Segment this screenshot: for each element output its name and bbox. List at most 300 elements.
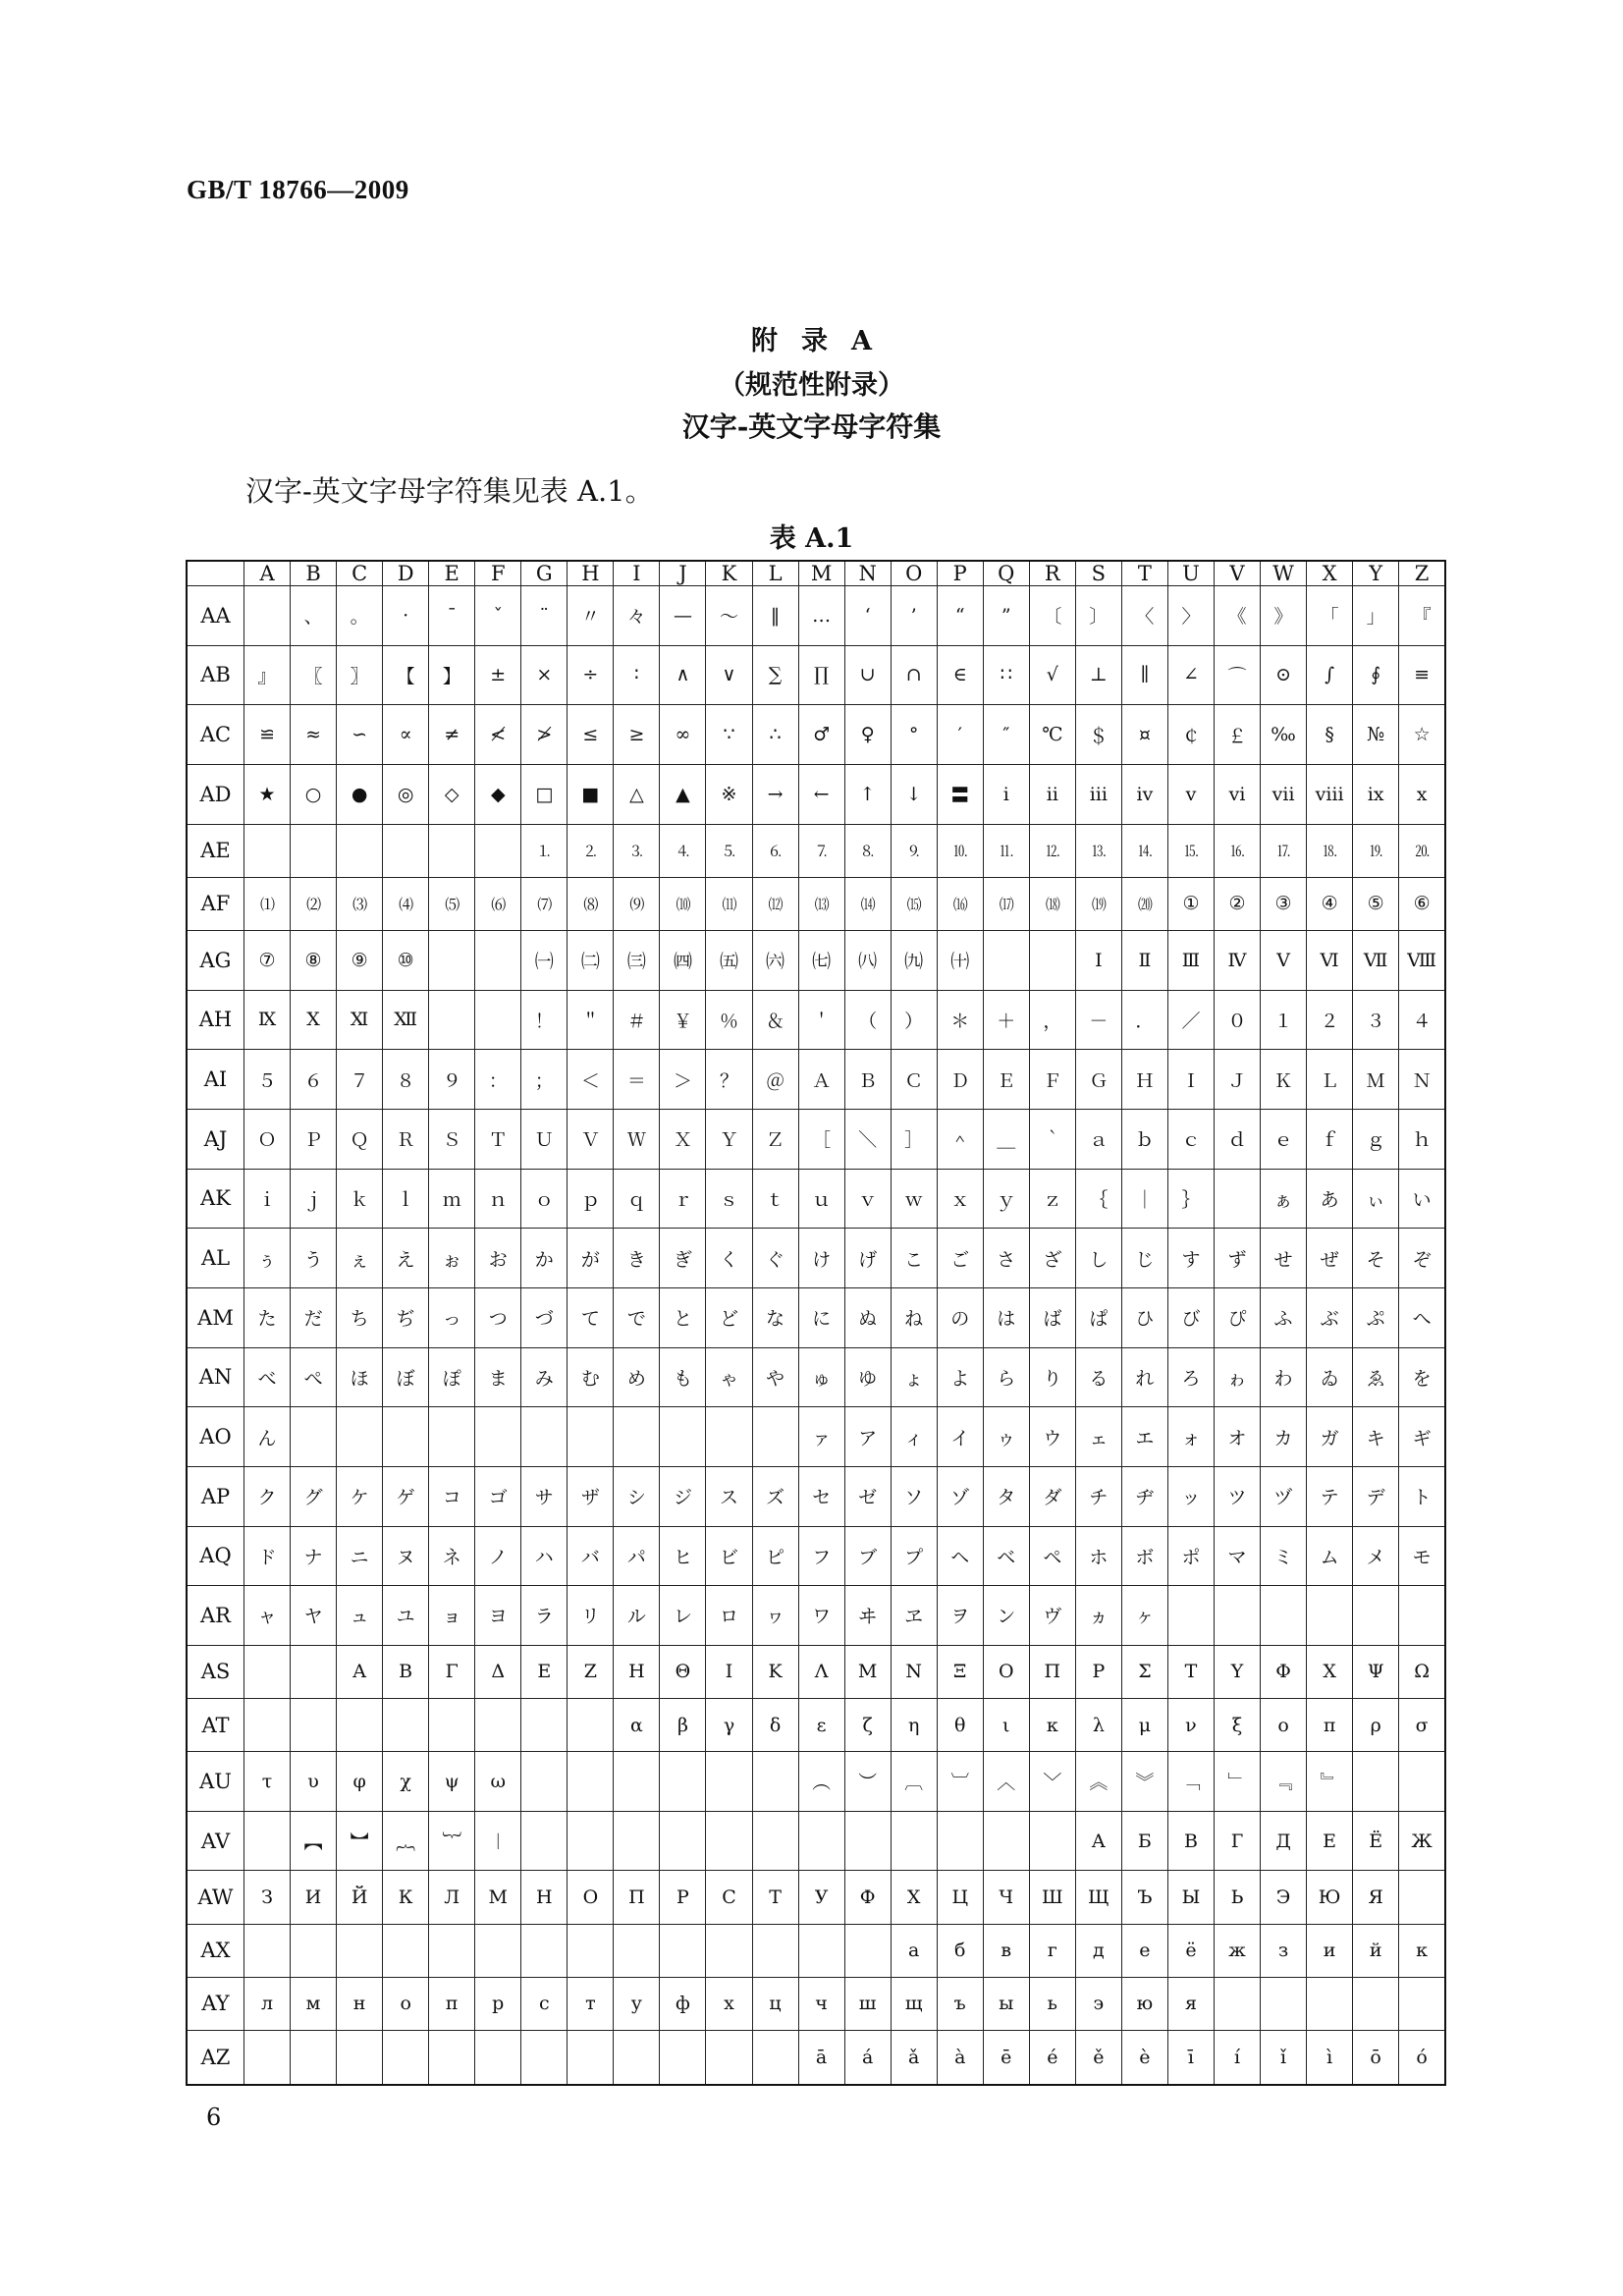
char-cell: ゐ — [1307, 1347, 1353, 1407]
row-header: AX — [187, 1924, 244, 1977]
char-cell — [244, 1645, 291, 1698]
char-cell: ∑ — [752, 645, 798, 705]
char-cell: Α — [337, 1645, 383, 1698]
char-cell: ヲ — [937, 1586, 983, 1646]
column-header: B — [291, 561, 337, 586]
char-cell: ￡ — [1214, 705, 1260, 765]
char-cell: Ⅳ — [1214, 930, 1260, 990]
char-cell: フ — [798, 1526, 844, 1586]
char-cell: 々 — [614, 586, 660, 646]
char-cell: ≯ — [521, 705, 568, 765]
char-cell — [614, 1811, 660, 1871]
char-cell: х — [706, 1977, 752, 2030]
char-cell — [429, 1924, 475, 1977]
char-cell: ｇ — [1353, 1109, 1399, 1169]
char-cell: ⑵ — [291, 877, 337, 930]
table-row — [187, 990, 1445, 1050]
char-cell: т — [568, 1977, 614, 2030]
char-cell: Λ — [798, 1645, 844, 1698]
char-cell: ５ — [244, 1050, 291, 1110]
column-header: R — [1029, 561, 1075, 586]
char-cell — [614, 2030, 660, 2085]
char-cell: チ — [1075, 1466, 1121, 1526]
char-cell: ¨ — [521, 586, 568, 646]
table-caption: 表 A.1 — [769, 523, 854, 554]
table-row — [187, 1287, 1445, 1347]
char-cell: ∷ — [983, 645, 1029, 705]
char-cell: オ — [1214, 1407, 1260, 1467]
char-cell: ｏ — [521, 1169, 568, 1229]
char-cell: ē — [983, 2030, 1029, 2085]
char-cell: ． — [1121, 990, 1167, 1050]
char-cell: Ζ — [568, 1645, 614, 1698]
table-row — [187, 1977, 1445, 2030]
char-cell: ◇ — [429, 764, 475, 824]
column-header: Q — [983, 561, 1029, 586]
char-cell: Β — [383, 1645, 429, 1698]
char-cell — [1399, 1752, 1445, 1812]
char-cell: ︺ — [937, 1752, 983, 1812]
char-cell: ㈩ — [937, 930, 983, 990]
char-cell — [752, 1407, 798, 1467]
char-cell — [429, 824, 475, 877]
char-cell: Ξ — [937, 1645, 983, 1698]
char-cell: エ — [1121, 1407, 1167, 1467]
char-cell: ＿ — [983, 1109, 1029, 1169]
char-cell — [1307, 1977, 1353, 2030]
char-cell: 」 — [1353, 586, 1399, 646]
char-cell: ＃ — [614, 990, 660, 1050]
table-row — [187, 1698, 1445, 1751]
column-header: Y — [1353, 561, 1399, 586]
char-cell: ビ — [706, 1526, 752, 1586]
char-cell: Ш — [1029, 1871, 1075, 1924]
char-cell: ★ — [244, 764, 291, 824]
char-cell: è — [1121, 2030, 1167, 2085]
char-cell: ⒎ — [798, 824, 844, 877]
char-cell: é — [1029, 2030, 1075, 2085]
char-cell — [475, 1698, 521, 1751]
column-header: X — [1307, 561, 1353, 586]
char-cell — [1353, 1586, 1399, 1646]
row-header: AZ — [187, 2030, 244, 2085]
char-cell: Ｅ — [983, 1050, 1029, 1110]
char-cell: ヤ — [291, 1586, 337, 1646]
row-header: AQ — [187, 1526, 244, 1586]
char-cell: ァ — [798, 1407, 844, 1467]
char-cell: σ — [1399, 1698, 1445, 1751]
row-header: AA — [187, 586, 244, 646]
char-cell: Ｙ — [706, 1109, 752, 1169]
char-cell: ネ — [429, 1526, 475, 1586]
char-cell: Й — [337, 1871, 383, 1924]
char-cell: わ — [1261, 1347, 1307, 1407]
char-cell: Ⅰ — [1075, 930, 1121, 990]
char-cell: 』 — [244, 645, 291, 705]
char-cell: プ — [891, 1526, 937, 1586]
char-cell: ／ — [1167, 990, 1214, 1050]
char-cell: パ — [614, 1526, 660, 1586]
char-cell: お — [475, 1229, 521, 1288]
char-cell — [706, 1811, 752, 1871]
char-cell — [244, 824, 291, 877]
char-cell: ＂ — [568, 990, 614, 1050]
char-cell: 〃 — [568, 586, 614, 646]
char-cell: П — [614, 1871, 660, 1924]
char-cell: ⑥ — [1399, 877, 1445, 930]
char-cell: χ — [383, 1752, 429, 1812]
char-cell: ニ — [337, 1526, 383, 1586]
char-cell: ш — [844, 1977, 891, 2030]
char-cell — [660, 1407, 706, 1467]
char-cell: ② — [1214, 877, 1260, 930]
char-cell: ぢ — [383, 1287, 429, 1347]
char-cell: с — [521, 1977, 568, 2030]
char-cell: む — [568, 1347, 614, 1407]
char-cell — [937, 1811, 983, 1871]
char-cell: バ — [568, 1526, 614, 1586]
char-cell: С — [706, 1871, 752, 1924]
column-header: O — [891, 561, 937, 586]
char-cell: ⒙ — [1307, 824, 1353, 877]
char-cell: ⅸ — [1353, 764, 1399, 824]
char-cell: ゥ — [983, 1407, 1029, 1467]
char-cell: ノ — [475, 1526, 521, 1586]
char-cell: π — [1307, 1698, 1353, 1751]
char-cell: ю — [1121, 1977, 1167, 2030]
char-cell: λ — [1075, 1698, 1121, 1751]
char-cell: Ｚ — [752, 1109, 798, 1169]
char-cell: ョ — [429, 1586, 475, 1646]
char-cell: ⒅ — [1029, 877, 1075, 930]
column-header: W — [1261, 561, 1307, 586]
char-cell: □ — [521, 764, 568, 824]
char-cell: … — [798, 586, 844, 646]
char-cell: ⒇ — [1121, 877, 1167, 930]
char-cell: ⒚ — [1353, 824, 1399, 877]
char-cell: ⒈ — [521, 824, 568, 877]
char-cell: ル — [614, 1586, 660, 1646]
char-cell: Ψ — [1353, 1645, 1399, 1698]
char-cell: ◎ — [383, 764, 429, 824]
char-cell — [568, 1924, 614, 1977]
char-cell — [614, 1924, 660, 1977]
row-header: AO — [187, 1407, 244, 1467]
char-cell: ょ — [891, 1347, 937, 1407]
char-cell — [383, 1698, 429, 1751]
char-cell: ⑨ — [337, 930, 383, 990]
char-cell: ＊ — [937, 990, 983, 1050]
char-cell: ミ — [1261, 1526, 1307, 1586]
char-cell: Ｇ — [1075, 1050, 1121, 1110]
char-cell: ｙ — [983, 1169, 1029, 1229]
char-cell: ﹀ — [1029, 1752, 1075, 1812]
char-cell: ⒗ — [1214, 824, 1260, 877]
table-row — [187, 1924, 1445, 1977]
char-cell — [291, 824, 337, 877]
char-cell: ↑ — [844, 764, 891, 824]
char-cell — [660, 1752, 706, 1812]
char-cell: ы — [983, 1977, 1029, 2030]
char-cell: つ — [475, 1287, 521, 1347]
char-cell: す — [1167, 1229, 1214, 1288]
char-cell: ず — [1214, 1229, 1260, 1288]
char-cell: 、 — [291, 586, 337, 646]
table-row — [187, 705, 1445, 765]
char-cell: ì — [1307, 2030, 1353, 2085]
table-row — [187, 1752, 1445, 1812]
char-cell: α — [614, 1698, 660, 1751]
char-cell: ⅰ — [983, 764, 1029, 824]
table-row — [187, 1407, 1445, 1467]
char-cell: ね — [891, 1287, 937, 1347]
char-cell: á — [844, 2030, 891, 2085]
char-cell: ㈥ — [752, 930, 798, 990]
char-cell: ベ — [983, 1526, 1029, 1586]
row-header: AY — [187, 1977, 244, 2030]
char-cell: Ｖ — [568, 1109, 614, 1169]
char-cell: ウ — [1029, 1407, 1075, 1467]
char-cell: Ε — [521, 1645, 568, 1698]
char-cell: △ — [614, 764, 660, 824]
char-cell: Ｓ — [429, 1109, 475, 1169]
char-cell: ц — [752, 1977, 798, 2030]
charset-table — [186, 560, 1446, 2086]
char-cell: Ａ — [798, 1050, 844, 1110]
char-cell: Ⅲ — [1167, 930, 1214, 990]
char-cell: ī — [1167, 2030, 1214, 2085]
char-cell: ∧ — [660, 645, 706, 705]
table-row — [187, 586, 1445, 646]
char-cell: ， — [1029, 990, 1075, 1050]
char-cell: ゴ — [475, 1466, 521, 1526]
char-cell: た — [244, 1287, 291, 1347]
char-cell: Э — [1261, 1871, 1307, 1924]
char-cell — [521, 1407, 568, 1467]
char-cell: κ — [1029, 1698, 1075, 1751]
row-header: AU — [187, 1752, 244, 1812]
char-cell: ⒑ — [937, 824, 983, 877]
char-cell — [1353, 1977, 1399, 2030]
char-cell: ｎ — [475, 1169, 521, 1229]
char-cell: ｉ — [244, 1169, 291, 1229]
char-cell: ζ — [844, 1698, 891, 1751]
char-cell: さ — [983, 1229, 1029, 1288]
char-cell — [614, 1407, 660, 1467]
char-cell — [660, 2030, 706, 2085]
char-cell: ハ — [521, 1526, 568, 1586]
char-cell — [429, 2030, 475, 2085]
char-cell — [337, 1698, 383, 1751]
char-cell: ︹ — [891, 1752, 937, 1812]
char-cell: ヱ — [891, 1586, 937, 1646]
char-cell: ナ — [291, 1526, 337, 1586]
char-cell: ㈧ — [844, 930, 891, 990]
char-cell: 。 — [337, 586, 383, 646]
char-cell: ∩ — [891, 645, 937, 705]
char-cell: ： — [475, 1050, 521, 1110]
char-cell: ο — [1261, 1698, 1307, 1751]
char-cell: ク — [244, 1466, 291, 1526]
char-cell: う — [291, 1229, 337, 1288]
char-cell — [1353, 1752, 1399, 1812]
char-cell — [891, 1811, 937, 1871]
row-header: AM — [187, 1287, 244, 1347]
column-header: P — [937, 561, 983, 586]
char-cell: 〉 — [1167, 586, 1214, 646]
char-cell — [521, 2030, 568, 2085]
char-cell: ほ — [337, 1347, 383, 1407]
char-cell: ｌ — [383, 1169, 429, 1229]
char-cell: ｊ — [291, 1169, 337, 1229]
char-cell: ｋ — [337, 1169, 383, 1229]
char-cell: ザ — [568, 1466, 614, 1526]
char-cell — [475, 1924, 521, 1977]
char-cell — [244, 1698, 291, 1751]
char-cell: В — [1167, 1811, 1214, 1871]
char-cell: ヴ — [1029, 1586, 1075, 1646]
char-cell — [1399, 1586, 1445, 1646]
char-cell: ８ — [383, 1050, 429, 1110]
row-header: AR — [187, 1586, 244, 1646]
char-cell: ◆ — [475, 764, 521, 824]
char-cell: ざ — [1029, 1229, 1075, 1288]
char-cell: Ｍ — [1353, 1050, 1399, 1110]
char-cell: ǐ — [1261, 2030, 1307, 2085]
char-cell: 《 — [1214, 586, 1260, 646]
char-cell: ← — [798, 764, 844, 824]
char-cell — [291, 1645, 337, 1698]
char-cell — [568, 1407, 614, 1467]
char-cell: メ — [1353, 1526, 1399, 1586]
char-cell: Ы — [1167, 1871, 1214, 1924]
column-header: K — [706, 561, 752, 586]
char-cell: ｕ — [798, 1169, 844, 1229]
char-cell: ⅹ — [1399, 764, 1445, 824]
char-cell: ⒆ — [1075, 877, 1121, 930]
char-cell: ぎ — [660, 1229, 706, 1288]
char-cell: Ь — [1214, 1871, 1260, 1924]
table-row — [187, 1347, 1445, 1407]
char-cell: ヶ — [1121, 1586, 1167, 1646]
char-cell: ホ — [1075, 1526, 1121, 1586]
char-cell: Γ — [429, 1645, 475, 1698]
char-cell — [1029, 1811, 1075, 1871]
char-cell: “ — [937, 586, 983, 646]
char-cell: ⒃ — [937, 877, 983, 930]
char-cell: イ — [937, 1407, 983, 1467]
char-cell: ε — [798, 1698, 844, 1751]
char-cell: ｅ — [1261, 1109, 1307, 1169]
column-header: T — [1121, 561, 1167, 586]
char-cell: ＋ — [983, 990, 1029, 1050]
char-cell: ぃ — [1353, 1169, 1399, 1229]
char-cell: と — [660, 1287, 706, 1347]
char-cell: Ｉ — [1167, 1050, 1214, 1110]
char-cell: ォ — [1167, 1407, 1214, 1467]
char-cell: ⒏ — [844, 824, 891, 877]
char-cell: ｚ — [1029, 1169, 1075, 1229]
char-cell: ∏ — [798, 645, 844, 705]
char-cell: ｃ — [1167, 1109, 1214, 1169]
char-cell: ￠ — [1167, 705, 1214, 765]
char-cell — [383, 2030, 429, 2085]
char-cell: め — [614, 1347, 660, 1407]
char-cell: — — [660, 586, 706, 646]
char-cell: ぜ — [1307, 1229, 1353, 1288]
char-cell: ゅ — [798, 1347, 844, 1407]
char-cell: ■ — [568, 764, 614, 824]
char-cell: ＾ — [937, 1109, 983, 1169]
char-cell: ら — [983, 1347, 1029, 1407]
char-cell: ∫ — [1307, 645, 1353, 705]
char-cell: ぉ — [429, 1229, 475, 1288]
char-cell: ︸ — [429, 1811, 475, 1871]
char-cell: ふ — [1261, 1287, 1307, 1347]
char-cell: Υ — [1214, 1645, 1260, 1698]
char-cell: ︻ — [291, 1811, 337, 1871]
char-cell: ヮ — [752, 1586, 798, 1646]
char-cell: ひ — [1121, 1287, 1167, 1347]
char-cell — [706, 2030, 752, 2085]
char-cell: カ — [1261, 1407, 1307, 1467]
char-cell: ＼ — [844, 1109, 891, 1169]
char-cell: ⒍ — [752, 824, 798, 877]
char-cell: Ν — [891, 1645, 937, 1698]
char-cell: ｛ — [1075, 1169, 1121, 1229]
char-cell: ㈢ — [614, 930, 660, 990]
char-cell: θ — [937, 1698, 983, 1751]
char-cell: и — [1307, 1924, 1353, 1977]
char-cell: · — [383, 586, 429, 646]
char-cell: п — [429, 1977, 475, 2030]
char-cell: ⊙ — [1261, 645, 1307, 705]
char-cell: ン — [983, 1586, 1029, 1646]
char-cell: ヅ — [1261, 1466, 1307, 1526]
char-cell: ⒘ — [1261, 824, 1307, 877]
char-cell: Ｋ — [1261, 1050, 1307, 1110]
char-cell — [1399, 1871, 1445, 1924]
char-cell: 〖 — [291, 645, 337, 705]
column-header-row — [187, 561, 1445, 586]
char-cell — [291, 1407, 337, 1467]
char-cell: ｀ — [1029, 1109, 1075, 1169]
char-cell: Η — [614, 1645, 660, 1698]
char-cell — [614, 1752, 660, 1812]
char-cell: Χ — [1307, 1645, 1353, 1698]
char-cell: ⑶ — [337, 877, 383, 930]
char-cell: な — [752, 1287, 798, 1347]
char-cell: ＠ — [752, 1050, 798, 1110]
char-cell: ＆ — [752, 990, 798, 1050]
char-cell: ぺ — [291, 1347, 337, 1407]
char-cell — [383, 1924, 429, 1977]
char-cell: ⅳ — [1121, 764, 1167, 824]
char-cell: Ⅷ — [1399, 930, 1445, 990]
char-cell: ケ — [337, 1466, 383, 1526]
char-cell: ｒ — [660, 1169, 706, 1229]
char-cell — [521, 1752, 568, 1812]
char-cell: ィ — [891, 1407, 937, 1467]
char-cell: я — [1167, 1977, 1214, 2030]
char-cell — [244, 1924, 291, 1977]
char-cell: ↓ — [891, 764, 937, 824]
char-cell: あ — [1307, 1169, 1353, 1229]
row-header: AG — [187, 930, 244, 990]
char-cell: ω — [475, 1752, 521, 1812]
char-cell: ⒖ — [1167, 824, 1214, 877]
char-cell: ブ — [844, 1526, 891, 1586]
